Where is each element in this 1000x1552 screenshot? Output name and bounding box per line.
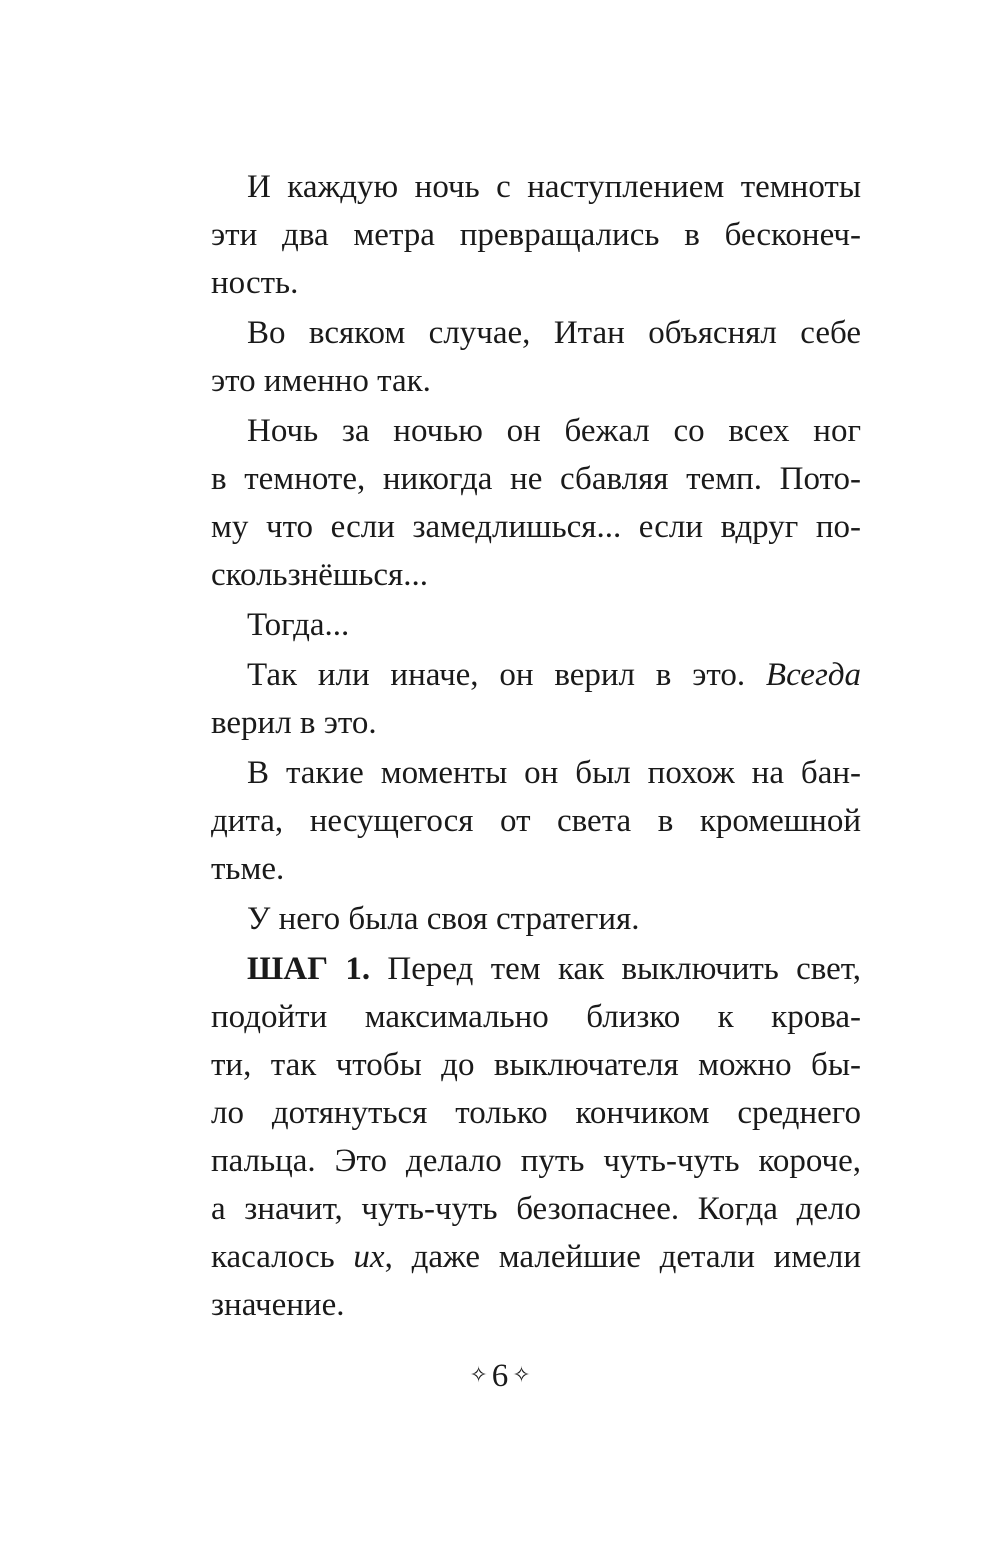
text-line bbox=[211, 651, 861, 699]
text-line: подойти максимально близко к крова- bbox=[211, 999, 861, 1035]
text-line: Ночь за ночью он бежал со всех ног bbox=[247, 413, 861, 449]
text-line: Тогда... bbox=[247, 607, 350, 643]
page-number bbox=[0, 1356, 1000, 1398]
step-label: ШАГ 1. bbox=[247, 951, 371, 987]
paragraph-7 bbox=[211, 895, 861, 943]
emphasis-word: Всегда bbox=[765, 657, 862, 693]
text-run: , даже малейшие детали имели bbox=[384, 1239, 861, 1275]
text-line bbox=[211, 1233, 861, 1281]
text-line: в темноте, никогда не сбавляя темп. Пото- bbox=[211, 461, 861, 497]
text-run: касалось bbox=[211, 1239, 335, 1275]
page-number-value: 6 bbox=[491, 1358, 509, 1394]
text-line: ти, так чтобы до выключателя можно бы- bbox=[211, 1047, 861, 1083]
ornament-right-icon: ✧ bbox=[512, 1362, 531, 1388]
text-line bbox=[211, 945, 861, 993]
text-line: Во всяком случае, Итан объяснял себе bbox=[247, 315, 861, 351]
text-line: пальца. Это делало путь чуть-чуть короче, bbox=[211, 1143, 861, 1179]
text-run: Так или иначе, он верил в это. bbox=[247, 657, 746, 693]
text-line: верил в это. bbox=[211, 705, 377, 741]
page-text bbox=[211, 163, 861, 1329]
text-line: В такие моменты он был похож на бан- bbox=[247, 755, 861, 791]
text-line: а значит, чуть-чуть безопаснее. Когда дело bbox=[211, 1191, 861, 1227]
text-line: У него была своя стратегия. bbox=[247, 901, 640, 937]
text-run: Перед тем как выключить свет, bbox=[387, 951, 861, 987]
text-line: му что если замедлишься... если вдруг по- bbox=[211, 509, 861, 545]
emphasis-word: их bbox=[353, 1239, 385, 1275]
text-line: скользнёшься... bbox=[211, 557, 428, 593]
text-line: эти два метра превращались в бесконеч- bbox=[211, 217, 861, 253]
paragraph-1 bbox=[211, 163, 861, 307]
text-line: ность. bbox=[211, 265, 299, 301]
paragraph-2 bbox=[211, 309, 861, 405]
text-line: это именно так. bbox=[211, 363, 431, 399]
paragraph-3 bbox=[211, 407, 861, 599]
ornament-left-icon: ✧ bbox=[469, 1362, 488, 1388]
text-line: значение. bbox=[211, 1287, 345, 1323]
paragraph-6 bbox=[211, 749, 861, 893]
paragraph-8 bbox=[211, 945, 861, 1329]
text-line: дита, несущегося от света в кромешной bbox=[211, 803, 861, 839]
text-line: тьме. bbox=[211, 851, 285, 887]
paragraph-4 bbox=[211, 601, 861, 649]
paragraph-5 bbox=[211, 651, 861, 747]
text-line: ло дотянуться только кончиком среднего bbox=[211, 1095, 861, 1131]
text-line: И каждую ночь с наступлением темноты bbox=[247, 169, 861, 205]
